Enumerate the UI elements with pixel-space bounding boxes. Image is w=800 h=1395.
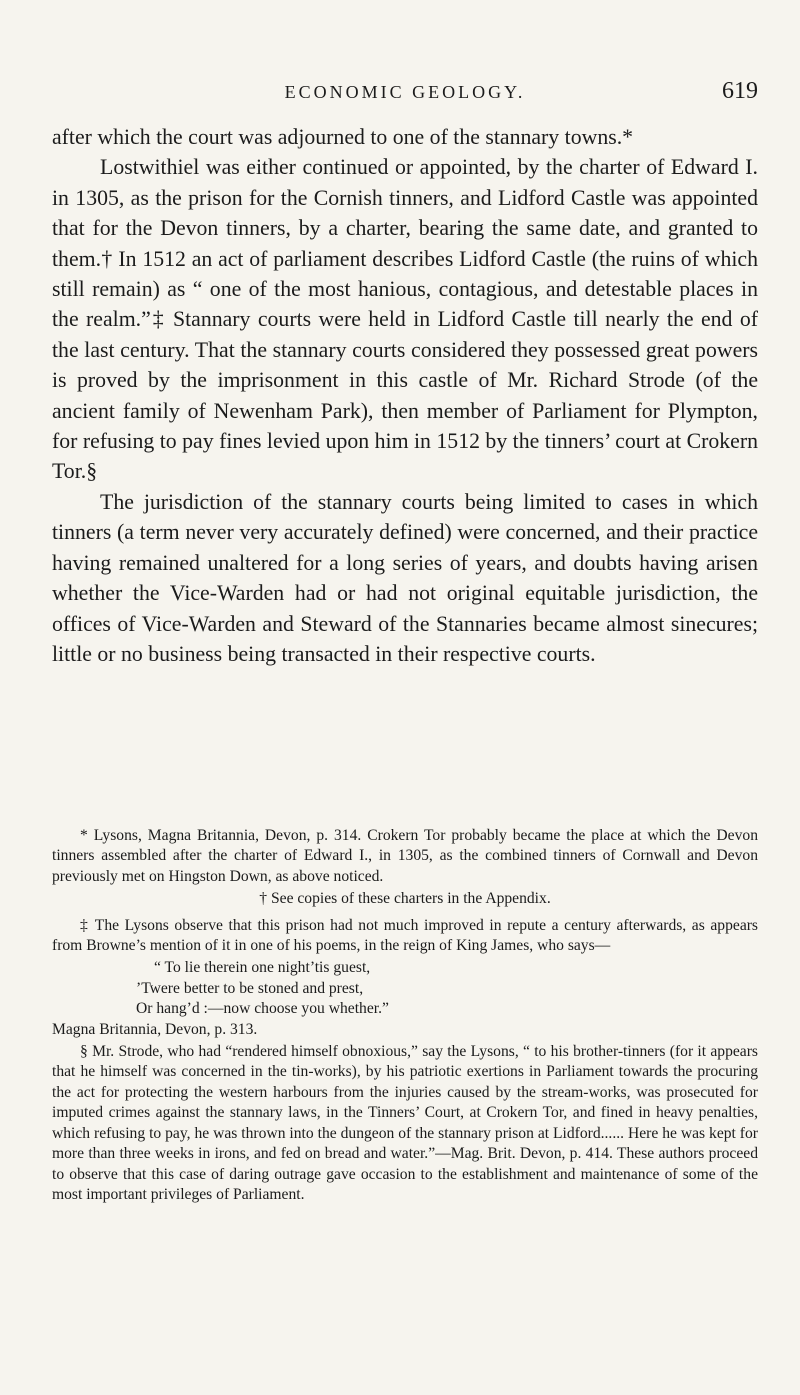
paragraph-2: Lostwithiel was either continued or appointed, by the charter of Edward I. in 1305, as the prison for the Cornish tinners, and Lidford Castle was appointed that for the Devon tinners, by a charter, bearing the same date, and granted to them.† In 1512 an act of parliament describes Lidford Castle (the ruins of which still remain) as “ one of the most hanious, contagious, and detestable places in the realm.”‡ Stannary courts were held in Lidford Castle till nearly the end of the last century. That the stannary courts considered they possessed great powers is proved by the imprisonment in this castle of Mr. Richard Strode (of the ancient family of Newenham Park), then member of Parliament for Plympton, for refusing to pay fines levied upon him in 1512 by the tinners’ court at Crokern Tor.§ (52, 155, 759, 484)
footnotes (52, 826, 758, 1207)
footnote-double-dagger: ‡ The Lysons observe that this prison had not much improved in repute a century afterwards, as appears from Browne’s mention of it in one of his poems, in the reign of King James, who says— (52, 916, 758, 955)
verse-line-2: ’Twere better to be stoned and prest, (136, 979, 364, 997)
footnote-asterisk: * Lysons, Magna Britannia, Devon, p. 314. Crokern Tor probably became the place at which the Devon tinners assembled after the charter of Edward I., in 1305, as the combined tinners of Cornwall and Devon previously met on Hingston Down, as above noticed. (52, 827, 758, 885)
paragraph-3: The jurisdiction of the stannary courts being limited to cases in which tinners (a term never very accurately defined) were concerned, and their practice having remained unaltered for a long series of years, and doubts having arisen whether the Vice-Warden had or had not original equitable jurisdiction, the offices of Vice-Warden and Steward of the Stannaries became almost sinecures; little or no business being transacted in their respective courts. (52, 489, 758, 666)
verse-line-3: Or hang’d :—now choose you whether.” (136, 1000, 389, 1018)
main-text (52, 122, 758, 669)
footnote-section: § Mr. Strode, who had “rendered himself obnoxious,” say the Lysons, “ to his brother-tinners (for it appears that he himself was concerned in the tin-works), by his patriotic exertions in Parliament towards the procuring the act for protecting the western harbours from the injuries caused by the stream-works, was prosecuted for imputed crimes against the stannary laws, in the Tinners’ Court, at Crokern Tor, and fined in heavy penalties, which refusing to pay, he was thrown into the dungeon of the stannary prison at Lidford...... Here he was kept for more than three weeks in irons, and fed on bread and water.”—Mag. Brit. Devon, p. 414. These authors proceed to observe that this case of daring outrage gave occasion to the establishment and maintenance of some of the most important privileges of Parliament. (52, 1043, 758, 1203)
paragraph-1: after which the court was adjourned to one of the stannary towns.* (52, 125, 634, 149)
page-header (52, 74, 758, 114)
running-head: ECONOMIC GEOLOGY. (284, 82, 526, 102)
footnote-dagger: † See copies of these charters in the Appendix. (259, 890, 551, 908)
verse-quote (136, 958, 758, 1019)
verse-line-1: “ To lie therein one night’tis guest, (154, 959, 371, 977)
page-number: 619 (722, 78, 758, 104)
verse-citation: Magna Britannia, Devon, p. 313. (52, 1020, 258, 1038)
